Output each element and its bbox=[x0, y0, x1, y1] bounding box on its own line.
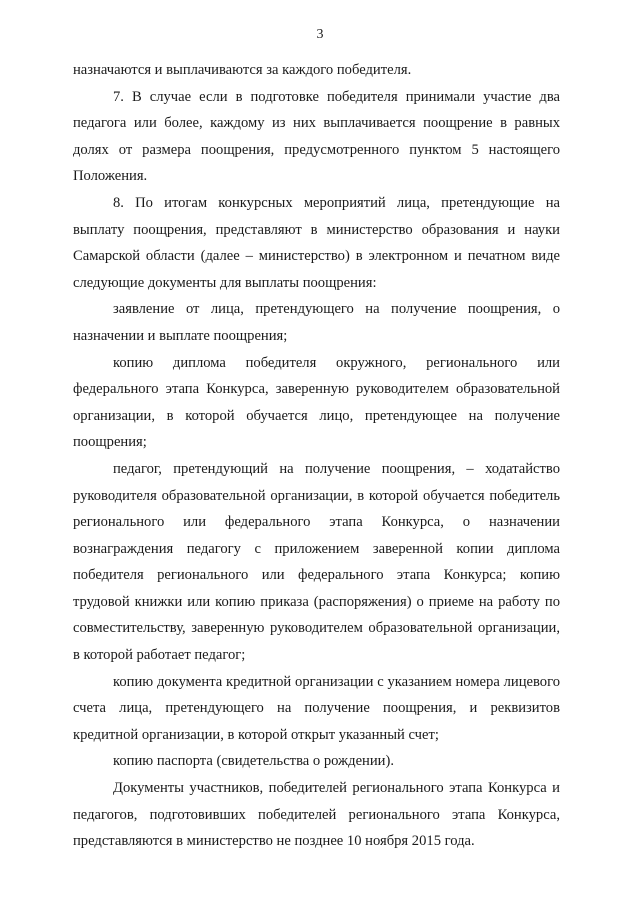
list-item-application: заявление от лица, претендующего на получение поощрения, о назначении и выплате поощрения; bbox=[73, 301, 560, 344]
paragraph-continuation: назначаются и выплачиваются за каждого победителя. bbox=[73, 62, 412, 78]
list-item-bank-document: копию документа кредитной организации с указанием номера лицевого счета лица, претендующего на получение поощрения, и реквизитов кредитной организации, в которой открыт указанный счет; bbox=[73, 673, 560, 743]
paragraph-deadline: Документы участников, победителей регионального этапа Конкурса и педагогов, подготовивших победителей регионального этапа Конкурса, представляются в министерство не позднее 10 ноября 2015 года. bbox=[73, 780, 560, 850]
list-item-diploma-copy: копию диплома победителя окружного, регионального или федерального этапа Конкурса, заверенную руководителем образовательной организации, в которой обучается лицо, претендующее на получение поощрения; bbox=[73, 354, 560, 451]
list-item-teacher-petition: педагог, претендующий на получение поощрения, – ходатайство руководителя образовательной организации, в которой обучается победитель регионального или федерального этапа Конкурса, о назначении вознаграждения педагогу с приложением заверенной копии диплома победителя регионального или федерального этапа Конкурса; копию трудовой книжки или копию приказа (распоряжения) о приеме на работу по совместительству, заверенную руководителем образовательной организации, в которой работает педагог; bbox=[73, 460, 560, 664]
document-body bbox=[73, 57, 560, 855]
paragraph-item-7: 7. В случае если в подготовке победителя принимали участие два педагога или более, каждому из них выплачивается поощрение в равных долях от размера поощрения, предусмотренного пунктом 5 настоящего Положения. bbox=[73, 88, 560, 185]
paragraph-item-8: 8. По итогам конкурсных мероприятий лица, претендующие на выплату поощрения, представляют в министерство образования и науки Самарской области (далее – министерство) в электронном и печатном виде следующие документы для выплаты поощрения: bbox=[73, 194, 560, 291]
page-number: 3 bbox=[316, 27, 324, 42]
list-item-passport-copy: копию паспорта (свидетельства о рождении). bbox=[113, 753, 394, 770]
